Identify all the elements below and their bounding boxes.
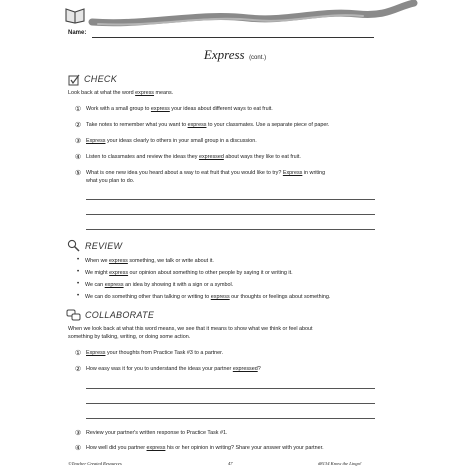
collaborate-item-text: Express your thoughts from Practice Task #3 to a partner.: [86, 350, 224, 356]
page-title: [0, 46, 470, 64]
bullet: •: [77, 269, 80, 275]
check-heading: CHECK: [84, 74, 118, 84]
answer-line[interactable]: [86, 388, 375, 389]
footer-book-title: #8134 Know the Lingo!: [318, 461, 362, 466]
collaborate-item-number: ①: [74, 350, 82, 357]
check-item-number: ③: [74, 138, 82, 145]
check-item-number: ④: [74, 154, 82, 161]
bullet: •: [77, 281, 80, 287]
review-bullet-text: We can do something other than talking or writing to express our thoughts or feelings about something.: [85, 294, 331, 300]
collaborate-item-text: Review your partner's written response to Practice Task #1.: [86, 430, 228, 436]
check-intro: Look back at what the word express means.: [68, 90, 174, 96]
collaborate-intro-line1: When we look back at what this word means, we see that it means to show what we think or feel about: [68, 326, 313, 332]
check-item-text: Listen to classmates and review the ideas they expressed about ways they like to eat fruit.: [86, 154, 301, 160]
bullet: •: [77, 293, 80, 299]
collaborate-item-number: ③: [74, 430, 82, 437]
check-item-text: Take notes to remember what you want to express to your classmates. Use a separate piece of paper.: [86, 122, 330, 128]
check-item-number: ①: [74, 106, 82, 113]
footer-copyright: ©Teacher Created Resources: [68, 461, 122, 466]
title-sub: (cont.): [249, 55, 267, 61]
magnifier-icon: [67, 239, 80, 252]
collaborate-intro-line2: something by talking, writing, or doing some action.: [68, 334, 191, 340]
answer-line[interactable]: [86, 229, 375, 230]
collaborate-item-text: How well did you partner express his or her opinion in writing? Share your answer with your partner.: [86, 445, 324, 451]
collaborate-item-number: ②: [74, 366, 82, 373]
review-heading: REVIEW: [85, 241, 123, 251]
collaborate-item-number: ④: [74, 445, 82, 452]
collaborate-heading: COLLABORATE: [85, 310, 155, 320]
footer-page-number: 47: [228, 461, 233, 466]
name-label: Name:: [68, 30, 87, 36]
check-item-text: Work with a small group to express your ideas about different ways to eat fruit.: [86, 106, 273, 112]
check-item-number: ②: [74, 122, 82, 129]
book-logo-icon: [64, 4, 86, 24]
check-item-number: ⑤: [74, 170, 82, 177]
answer-line[interactable]: [86, 214, 375, 215]
answer-line[interactable]: [86, 403, 375, 404]
review-bullet-text: When we express something, we talk or write about it.: [85, 258, 214, 264]
checkbox-icon: [68, 74, 80, 86]
speech-bubbles-icon: [66, 309, 82, 321]
check-item-text-line2: what you plan to do.: [86, 178, 135, 184]
collaborate-item-text: How easy was it for you to understand the ideas your partner expressed?: [86, 366, 261, 372]
answer-line[interactable]: [86, 418, 375, 419]
check-item-text: What is one new idea you heard about a way to eat fruit that you would like to try? Express in writing: [86, 170, 326, 176]
check-item-text: Express your ideas clearly to others in your small group in a discussion.: [86, 138, 257, 144]
name-field-line[interactable]: [92, 37, 374, 38]
brush-stroke-decoration: [88, 0, 418, 34]
answer-line[interactable]: [86, 199, 375, 200]
title-main: Express: [203, 47, 245, 62]
review-bullet-text: We might express our opinion about something to other people by saying it or writing it.: [85, 270, 293, 276]
bullet: •: [77, 257, 80, 263]
review-bullet-text: We can express an idea by showing it with a sign or a symbol.: [85, 282, 234, 288]
